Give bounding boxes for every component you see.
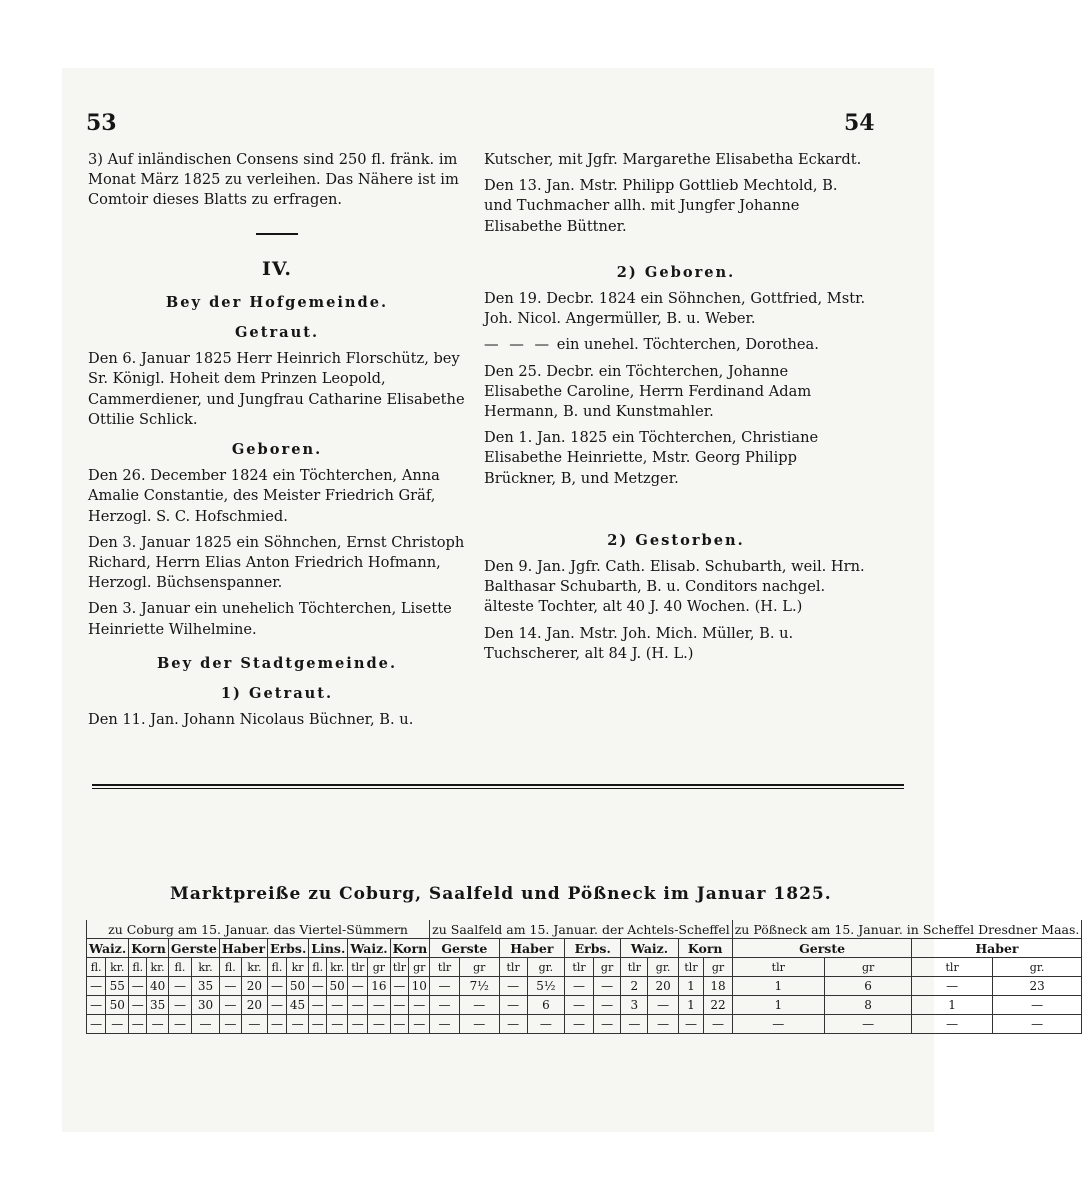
- table-row: [87, 977, 1082, 996]
- unit-header: fl.: [268, 958, 287, 977]
- unit-header: tlr: [912, 958, 992, 977]
- price-cell: 3: [621, 996, 648, 1015]
- entry-geboren: Den 1. Jan. 1825 ein Töchterchen, Christiane Elisabethe Heinriette, Mstr. Georg Philipp Brückner, B, und Metzger.: [484, 429, 819, 487]
- section-separator: [92, 784, 904, 786]
- price-cell: 1: [678, 977, 703, 996]
- commodity-header: Korn: [390, 939, 430, 958]
- price-cell: —: [168, 977, 191, 996]
- price-cell: —: [348, 1015, 368, 1034]
- table-commodity-row: [87, 939, 1082, 958]
- price-cell: —: [732, 1015, 824, 1034]
- price-cell: —: [106, 1015, 129, 1034]
- price-cell: 16: [368, 977, 390, 996]
- price-cell: —: [309, 996, 327, 1015]
- section-separator-thin: [92, 788, 904, 789]
- entry-getraut: Den 6. Januar 1825 Herr Heinrich Florschütz, bey Sr. Königl. Hoheit dem Prinzen Leopold, Cammerdiener, und Jungfrau Catharine Elisabethe Ottilie Schlick.: [88, 350, 465, 428]
- price-cell: —: [565, 977, 594, 996]
- table-body: [87, 977, 1082, 1034]
- page-number-right: 54: [844, 110, 875, 136]
- price-cell: —: [593, 1015, 620, 1034]
- unit-header: tlr: [430, 958, 460, 977]
- price-cell: —: [268, 996, 287, 1015]
- price-cell: 23: [992, 977, 1082, 996]
- price-cell: —: [593, 996, 620, 1015]
- price-cell: —: [168, 1015, 191, 1034]
- commodity-header: Lins.: [309, 939, 348, 958]
- price-cell: —: [87, 977, 106, 996]
- price-cell: —: [430, 996, 460, 1015]
- price-cell: —: [348, 977, 368, 996]
- commodity-header: Korn: [678, 939, 732, 958]
- heading-hofgemeinde: Bey der Hofgemeinde.: [165, 293, 389, 311]
- unit-header: fl.: [87, 958, 106, 977]
- price-cell: —: [912, 1015, 992, 1034]
- notice-paragraph: 3) Auf inländischen Consens sind 250 fl. fränk. im Monat März 1825 zu verleihen. Das Nähere ist im Comtoir dieses Blatts zu erfragen.: [88, 151, 459, 209]
- unit-header: tlr: [621, 958, 648, 977]
- unit-header: gr: [459, 958, 499, 977]
- price-cell: —: [348, 996, 368, 1015]
- price-cell: —: [268, 1015, 287, 1034]
- price-cell: 1: [732, 977, 824, 996]
- unit-header: kr.: [106, 958, 129, 977]
- price-cell: —: [268, 977, 287, 996]
- entry-geboren: Den 25. Decbr. ein Töchterchen, Johanne Elisabethe Caroline, Herrn Ferdinand Adam Hermann, B. und Kunstmahler.: [484, 362, 812, 421]
- price-cell: —: [309, 977, 327, 996]
- price-cell: —: [390, 1015, 409, 1034]
- price-cell: 40: [147, 977, 169, 996]
- table-row: [87, 1015, 1082, 1034]
- entry-gestorben: Den 14. Jan. Mstr. Joh. Mich. Müller, B. u. Tuchscherer, alt 84 J. (H. L.): [484, 624, 794, 662]
- entry-getraut: Den 13. Jan. Mstr. Philipp Gottlieb Mechtold, B. und Tuchmacher allh. mit Jungfer Johanne Elisabethe Büttner.: [484, 177, 838, 235]
- price-cell: —: [704, 1015, 732, 1034]
- price-cell: 1: [732, 996, 824, 1015]
- price-cell: —: [390, 977, 409, 996]
- price-cell: —: [621, 1015, 648, 1034]
- table-unit-row: [87, 958, 1082, 977]
- page-number-left: 53: [86, 110, 117, 136]
- entry-text: ein unehel. Töchterchen, Dorothea.: [556, 336, 819, 354]
- price-cell: —: [409, 1015, 430, 1034]
- price-cell: —: [390, 996, 409, 1015]
- unit-header: tlr: [390, 958, 409, 977]
- unit-header: kr: [286, 958, 308, 977]
- price-cell: 6: [824, 977, 912, 996]
- dash-prefix: — — —: [484, 336, 553, 354]
- entry-geboren: Den 19. Decbr. 1824 ein Söhnchen, Gottfried, Mstr. Joh. Nicol. Angermüller, B. u. Weber.: [484, 290, 866, 328]
- price-cell: 2: [621, 977, 648, 996]
- price-cell: —: [309, 1015, 327, 1034]
- price-cell: —: [409, 996, 430, 1015]
- price-cell: —: [129, 996, 147, 1015]
- price-cell: —: [327, 996, 348, 1015]
- price-cell: 20: [241, 977, 267, 996]
- market-group-header: zu Pößneck am 15. Januar. in Scheffel Dresdner Maas.: [732, 920, 1082, 939]
- entry-geboren: Den 26. December 1824 ein Töchterchen, Anna Amalie Constantie, des Meister Friedrich Gräf, Herzogl. S. C. Hofschmied.: [88, 467, 440, 525]
- heading-stadtgemeinde: Bey der Stadtgemeinde.: [156, 654, 398, 672]
- table-row: [87, 996, 1082, 1015]
- unit-header: kr.: [241, 958, 267, 977]
- unit-header: gr: [368, 958, 390, 977]
- entry-geboren: [484, 335, 868, 355]
- unit-header: tlr: [732, 958, 824, 977]
- price-cell: —: [87, 1015, 106, 1034]
- commodity-header: Korn: [129, 939, 169, 958]
- right-column: [484, 150, 868, 670]
- commodity-header: Waiz.: [87, 939, 129, 958]
- price-cell: 55: [106, 977, 129, 996]
- table-group-row: [87, 920, 1082, 939]
- price-cell: —: [912, 977, 992, 996]
- unit-header: gr.: [992, 958, 1082, 977]
- unit-header: kr.: [192, 958, 220, 977]
- unit-header: fl.: [219, 958, 241, 977]
- price-cell: —: [459, 996, 499, 1015]
- market-prices-title: Marktpreiße zu Coburg, Saalfeld und Pößneck im Januar 1825.: [170, 884, 832, 904]
- price-cell: 50: [286, 977, 308, 996]
- price-cell: —: [593, 977, 620, 996]
- price-cell: —: [129, 977, 147, 996]
- heading-geboren: Geboren.: [231, 441, 323, 459]
- price-cell: —: [192, 1015, 220, 1034]
- price-cell: 6: [527, 996, 564, 1015]
- left-column: [88, 150, 466, 736]
- price-cell: —: [147, 1015, 169, 1034]
- heading-getraut: Getraut.: [234, 324, 320, 342]
- price-cell: —: [129, 1015, 147, 1034]
- unit-header: tlr: [565, 958, 594, 977]
- unit-header: gr: [704, 958, 732, 977]
- price-cell: —: [565, 1015, 594, 1034]
- price-cell: —: [87, 996, 106, 1015]
- commodity-header: Gerste: [430, 939, 499, 958]
- price-cell: 1: [678, 996, 703, 1015]
- price-cell: —: [992, 996, 1082, 1015]
- price-cell: 20: [241, 996, 267, 1015]
- price-cell: —: [430, 977, 460, 996]
- unit-header: fl.: [129, 958, 147, 977]
- price-cell: 35: [147, 996, 169, 1015]
- price-cell: 7½: [459, 977, 499, 996]
- commodity-header: Gerste: [732, 939, 912, 958]
- price-cell: —: [499, 996, 527, 1015]
- price-cell: 22: [704, 996, 732, 1015]
- price-cell: —: [219, 996, 241, 1015]
- entry-stadt-getraut: Den 11. Jan. Johann Nicolaus Büchner, B. u.: [88, 711, 414, 729]
- price-cell: 45: [286, 996, 308, 1015]
- price-cell: —: [565, 996, 594, 1015]
- unit-header: tlr: [348, 958, 368, 977]
- price-cell: 30: [192, 996, 220, 1015]
- heading-getraut-1: 1) Getraut.: [220, 685, 334, 703]
- price-cell: 8: [824, 996, 912, 1015]
- price-cell: —: [430, 1015, 460, 1034]
- unit-header: gr.: [527, 958, 564, 977]
- price-cell: —: [286, 1015, 308, 1034]
- price-cell: —: [824, 1015, 912, 1034]
- unit-header: kr.: [147, 958, 169, 977]
- market-group-header: zu Coburg am 15. Januar. das Viertel-Sümmern: [87, 920, 430, 939]
- unit-header: gr: [593, 958, 620, 977]
- commodity-header: Erbs.: [268, 939, 309, 958]
- commodity-header: Haber: [219, 939, 267, 958]
- price-cell: 35: [192, 977, 220, 996]
- entry-geboren: Den 3. Januar ein unehelich Töchterchen, Lisette Heinriette Wilhelmine.: [88, 600, 452, 638]
- price-cell: —: [327, 1015, 348, 1034]
- price-cell: —: [219, 1015, 241, 1034]
- price-cell: 18: [704, 977, 732, 996]
- unit-header: gr.: [648, 958, 678, 977]
- price-cell: 50: [106, 996, 129, 1015]
- price-cell: 50: [327, 977, 348, 996]
- market-group-header: zu Saalfeld am 15. Januar. der Achtels-Scheffel: [430, 920, 733, 939]
- market-prices-table: [86, 920, 1082, 1034]
- price-cell: 1: [912, 996, 992, 1015]
- price-cell: —: [219, 977, 241, 996]
- commodity-header: Gerste: [168, 939, 219, 958]
- price-cell: —: [168, 996, 191, 1015]
- unit-header: gr: [409, 958, 430, 977]
- commodity-header: Haber: [499, 939, 565, 958]
- price-cell: —: [499, 977, 527, 996]
- commodity-header: Erbs.: [565, 939, 621, 958]
- commodity-header: Haber: [912, 939, 1082, 958]
- price-cell: —: [992, 1015, 1082, 1034]
- price-cell: —: [499, 1015, 527, 1034]
- unit-header: tlr: [678, 958, 703, 977]
- short-rule: [256, 233, 298, 235]
- price-cell: —: [368, 996, 390, 1015]
- heading-geboren: 2) Geboren.: [616, 263, 736, 281]
- unit-header: tlr: [499, 958, 527, 977]
- commodity-header: Waiz.: [348, 939, 390, 958]
- unit-header: fl.: [168, 958, 191, 977]
- entry-geboren: Den 3. Januar 1825 ein Söhnchen, Ernst Christoph Richard, Herrn Elias Anton Friedrich Hofmann, Herzogl. Büchsenspanner.: [88, 533, 465, 592]
- price-cell: —: [459, 1015, 499, 1034]
- entry-gestorben: Den 9. Jan. Jgfr. Cath. Elisab. Schubarth, weil. Hrn. Balthasar Schubarth, B. u. Conditors nachgel. älteste Tochter, alt 40 J. 40 Wochen. (H. L.): [484, 558, 865, 616]
- unit-header: kr.: [327, 958, 348, 977]
- entry-continuation: Kutscher, mit Jgfr. Margarethe Elisabetha Eckardt.: [484, 151, 862, 168]
- price-cell: —: [241, 1015, 267, 1034]
- price-cell: —: [368, 1015, 390, 1034]
- heading-gestorben: 2) Gestorben.: [607, 531, 745, 549]
- unit-header: fl.: [309, 958, 327, 977]
- unit-header: gr: [824, 958, 912, 977]
- price-cell: —: [678, 1015, 703, 1034]
- commodity-header: Waiz.: [621, 939, 678, 958]
- price-cell: 20: [648, 977, 678, 996]
- price-cell: 10: [409, 977, 430, 996]
- price-cell: —: [648, 1015, 678, 1034]
- price-cell: 5½: [527, 977, 564, 996]
- price-cell: —: [527, 1015, 564, 1034]
- section-numeral: IV.: [262, 257, 292, 280]
- price-cell: —: [648, 996, 678, 1015]
